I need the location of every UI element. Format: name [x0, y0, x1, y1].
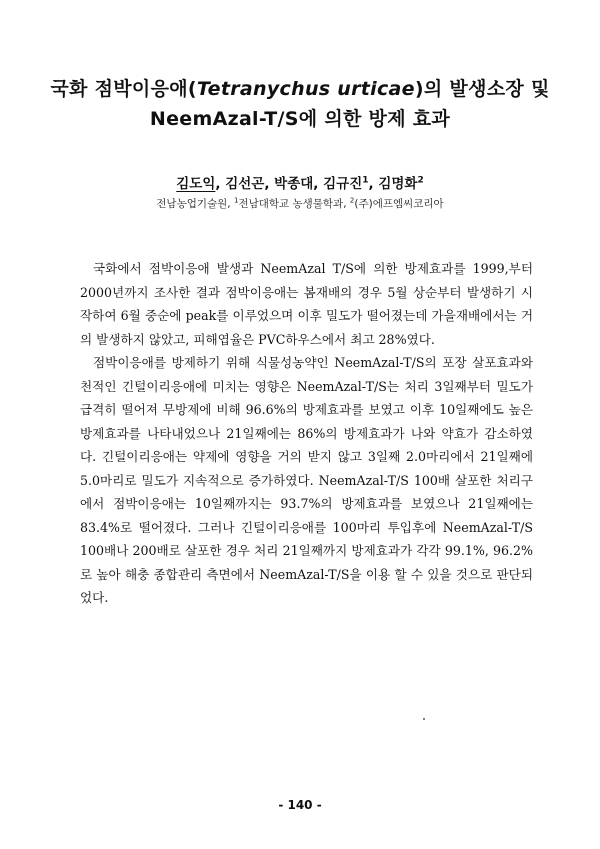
- affiliation-3: (주)에프엠씨코리아: [354, 198, 444, 210]
- affil-marker-1: 1: [362, 175, 369, 186]
- affiliation-marker-1: 1: [233, 196, 239, 205]
- title-prefix: 국화 점박이응애(: [50, 78, 197, 100]
- title-line-1: [30, 74, 570, 101]
- affiliation-marker-2: 2: [349, 196, 355, 205]
- title-suffix: )의 발생소장 및: [414, 78, 550, 100]
- scientific-name: Tetranychus urticae: [196, 78, 415, 100]
- scan-speck: [423, 718, 425, 720]
- abstract-body: [80, 257, 533, 610]
- affiliation-list: [0, 196, 600, 211]
- author-list: [0, 172, 600, 192]
- co-authors-1: , 김선곤, 박종대, 김규진: [215, 176, 363, 192]
- first-author: 김도익: [176, 176, 216, 192]
- abstract-paragraph-2: 점박이응애를 방제하기 위해 식물성농약인 NeemAzal-T/S의 포장 살포효과와 천적인 긴털이리응애에 미치는 영향은 NeemAzal-T/S는 처리 3일째부터 밀도가 급격히 떨어져 무방제에 비해 96.6%의 방제효과를 보였고 이후 10일째에도 높은 방제효과를 나타내었으나 21일째에는 86%의 방제효과가 나와 약효가 감소하였다. 긴털이리응애는 약제에 영향을 거의 받지 않고 3일째 2.0마리에서 21일째에 5.0마리로 밀도가 지속적으로 증가하였다. NeemAzal-T/S 100배 살포한 처리구에서 점박이응애는 10일째까지는 93.7%의 방제효과를 보였으나 21일째에는 83.4%로 떨어졌다. 그러나 긴털이리응애를 100마리 투입후에 NeemAzal-T/S 100배나 200배로 살포한 경우 처리 21일째까지 방제효과가 각각 99.1%, 96.2%로 높아 해충 종합관리 측면에서 NeemAzal-T/S을 이용 할 수 있을 것으로 판단되었다.: [80, 355, 533, 605]
- affiliation-2: 전남대학교 농생물학과,: [238, 198, 350, 210]
- affil-marker-2: 2: [417, 175, 424, 186]
- co-authors-2: , 김명화: [368, 176, 418, 192]
- page-number: - 140 -: [278, 798, 322, 812]
- abstract-paragraph-1: 국화에서 점박이응애 발생과 NeemAzal T/S에 의한 방제효과를 1999,부터 2000년까지 조사한 결과 점박이응애는 봄재배의 경우 5월 상순부터 발생하기 시작하여 6월 중순에 peak를 이루었으며 이후 밀도가 떨어졌는데 가을재배에서는 거의 발생하지 않았고, 피해엽율은 PVC하우스에서 최고 28%였다.: [80, 261, 533, 347]
- affiliation-1: 전남농업기술원,: [156, 198, 234, 210]
- title-line-2: NeemAzal-T/S에 의한 방제 효과: [149, 108, 451, 130]
